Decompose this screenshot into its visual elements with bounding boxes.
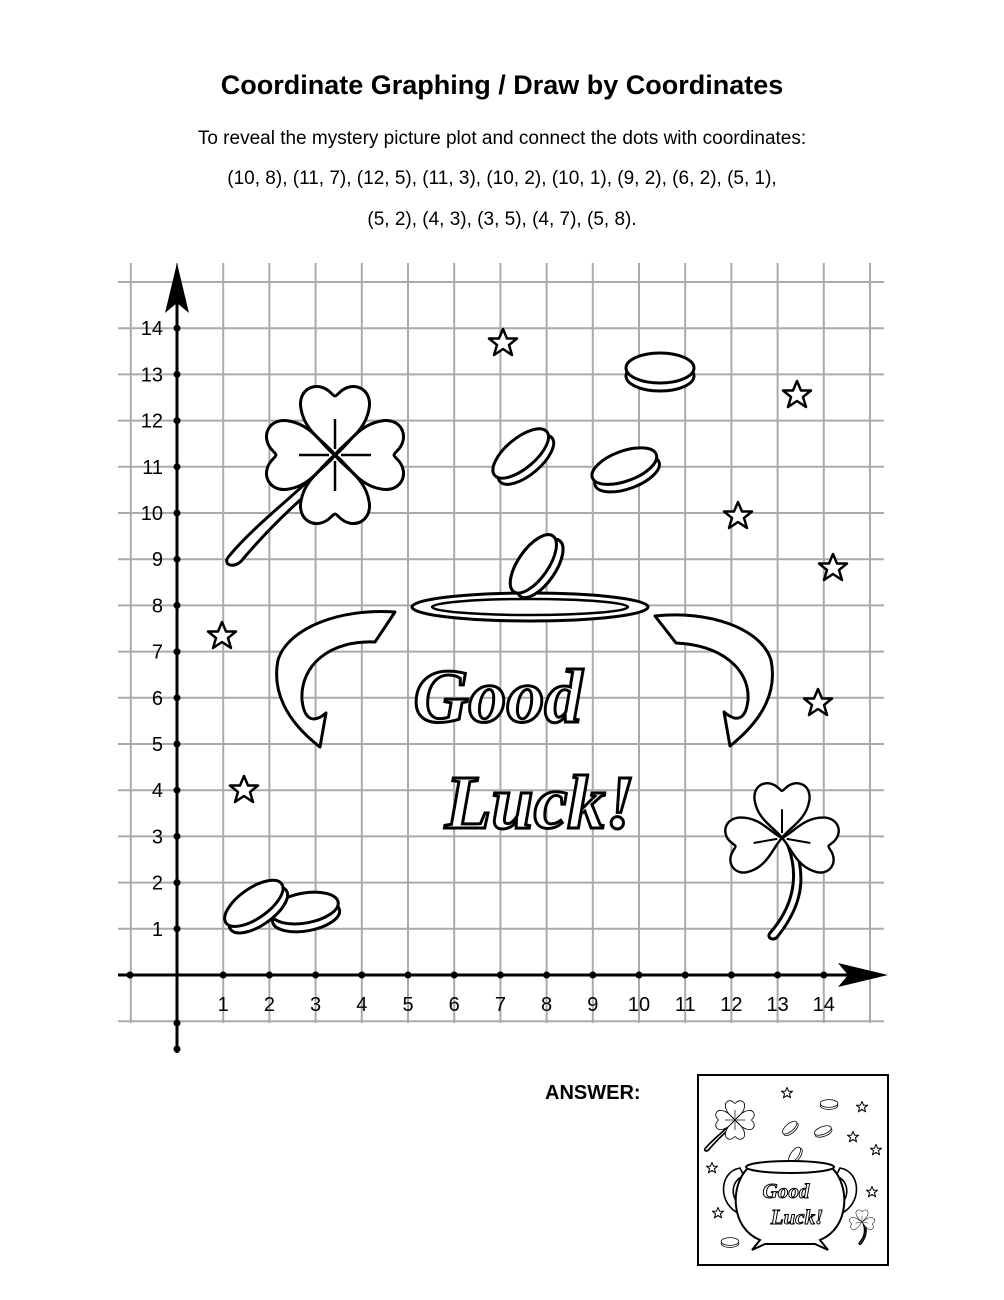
y-tick-dot bbox=[174, 648, 181, 655]
x-tick-label: 3 bbox=[310, 994, 322, 1016]
y-tick-dot bbox=[174, 787, 181, 794]
y-tick-label: 4 bbox=[151, 780, 163, 803]
y-tick-label: 11 bbox=[142, 456, 163, 479]
x-tick-label: 8 bbox=[541, 994, 553, 1016]
x-tick-dot bbox=[589, 972, 596, 979]
star-icon bbox=[804, 689, 832, 715]
x-tick-dot bbox=[682, 972, 689, 979]
x-tick-label: 1 bbox=[217, 994, 229, 1016]
coin-icon bbox=[721, 1238, 739, 1248]
star-icon bbox=[208, 622, 236, 648]
y-tick-label: 2 bbox=[151, 872, 163, 895]
x-tick-label: 9 bbox=[587, 994, 599, 1016]
pot-handle-right-icon bbox=[655, 615, 772, 746]
instruction-line-2: (10, 8), (11, 7), (12, 5), (11, 3), (10, 2), (10, 1), (9, 2), (6, 2), (5, 1), bbox=[227, 168, 777, 189]
x-tick-label: 7 bbox=[494, 994, 506, 1016]
x-tick-dot bbox=[266, 972, 273, 979]
y-tick-labels bbox=[141, 318, 163, 941]
y-tick-dot bbox=[174, 371, 181, 378]
pot-handle-left-icon bbox=[277, 611, 395, 747]
x-tick-dot bbox=[127, 972, 134, 979]
x-tick-label: 13 bbox=[766, 994, 789, 1016]
y-tick-label: 5 bbox=[151, 734, 163, 756]
page-title: Coordinate Graphing / Draw by Coordinates bbox=[220, 70, 784, 100]
x-tick-label: 12 bbox=[720, 994, 743, 1016]
y-tick-label: 6 bbox=[151, 687, 163, 710]
y-tick-label: 12 bbox=[140, 410, 163, 433]
y-tick-dot bbox=[174, 417, 181, 424]
y-tick-dot bbox=[174, 510, 181, 517]
y-axis bbox=[165, 263, 189, 1053]
coin-icon bbox=[820, 1100, 838, 1110]
x-tick-dot bbox=[358, 972, 365, 979]
y-tick-dot bbox=[174, 741, 181, 748]
y-tick-dot bbox=[174, 463, 181, 470]
coin-icon bbox=[587, 440, 664, 499]
x-tick-dot bbox=[405, 972, 412, 979]
y-tick-dot bbox=[174, 833, 181, 840]
y-tick-dot bbox=[174, 1046, 181, 1053]
answer-luck-text: Luck! bbox=[770, 1205, 824, 1229]
coin-icon bbox=[485, 420, 562, 493]
answer-label: ANSWER: bbox=[545, 1082, 641, 1104]
y-tick-label: 14 bbox=[140, 318, 163, 341]
y-tick-dot bbox=[174, 879, 181, 886]
good-luck-line-1: Good bbox=[413, 655, 583, 739]
x-tick-dot bbox=[497, 972, 504, 979]
x-tick-label: 4 bbox=[356, 994, 368, 1016]
y-tick-label: 13 bbox=[140, 364, 163, 387]
x-tick-label: 2 bbox=[263, 994, 275, 1016]
y-tick-label: 7 bbox=[151, 641, 163, 664]
y-tick-label: 9 bbox=[151, 549, 163, 572]
star-icon bbox=[489, 329, 517, 355]
x-tick-dot bbox=[728, 972, 735, 979]
x-tick-label: 6 bbox=[448, 994, 460, 1016]
y-tick-label: 1 bbox=[151, 918, 163, 941]
x-tick-label: 10 bbox=[627, 994, 651, 1016]
y-tick-label: 10 bbox=[140, 503, 163, 525]
answer-good-text: Good bbox=[762, 1179, 810, 1203]
y-tick-dot bbox=[174, 556, 181, 563]
x-tick-label: 5 bbox=[402, 994, 414, 1016]
x-tick-dot bbox=[312, 972, 319, 979]
y-tick-dot bbox=[174, 602, 181, 609]
coin-icon bbox=[626, 353, 694, 391]
y-tick-dot bbox=[174, 694, 181, 701]
instruction-line-1: To reveal the mystery picture plot and connect the dots with coordinates: bbox=[197, 128, 807, 149]
x-tick-label: 11 bbox=[674, 994, 696, 1016]
x-tick-dot bbox=[451, 972, 458, 979]
y-tick-dot bbox=[174, 325, 181, 332]
y-tick-dot bbox=[174, 1020, 181, 1027]
x-tick-label: 14 bbox=[812, 994, 835, 1016]
x-tick-dot bbox=[543, 972, 550, 979]
y-tick-label: 8 bbox=[151, 595, 163, 618]
good-luck-line-2: Luck! bbox=[445, 761, 635, 845]
star-icon bbox=[724, 502, 752, 528]
x-tick-labels bbox=[218, 994, 835, 1016]
answer-thumbnail bbox=[698, 1075, 888, 1265]
x-tick-dot bbox=[774, 972, 781, 979]
x-tick-dot bbox=[220, 972, 227, 979]
star-icon bbox=[230, 776, 258, 802]
y-tick-dot bbox=[174, 925, 181, 932]
y-tick-label: 3 bbox=[151, 826, 163, 849]
x-tick-dot bbox=[636, 972, 643, 979]
star-icon bbox=[783, 381, 811, 407]
instruction-line-3: (5, 2), (4, 3), (3, 5), (4, 7), (5, 8). bbox=[367, 209, 637, 230]
x-tick-dot bbox=[820, 972, 827, 979]
